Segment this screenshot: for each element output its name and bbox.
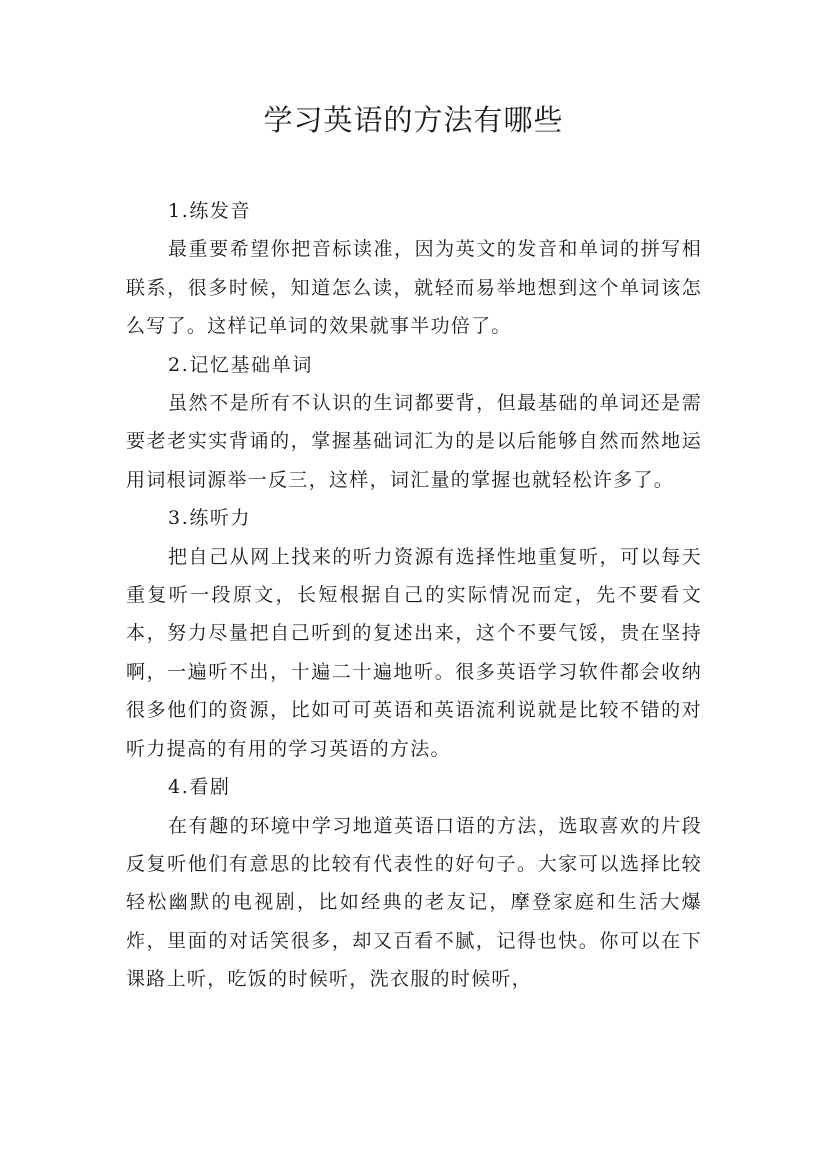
document-title: 学习英语的方法有哪些 [263, 103, 564, 137]
section-body-watching-shows: 在有趣的环境中学习地道英语口语的方法，选取喜欢的片段反复听他们有意思的比较有代表性的好句子。大家可以选择比较轻松幽默的电视剧，比如经典的老友记，摩登家庭和生活大爆炸，里面的对话笑很多，却又百看不腻，记得也快。你可以在下课路上听，吃饭的时候听，洗衣服的时候听， [126, 814, 702, 991]
section-body-listening: 把自己从网上找来的听力资源有选择性地重复听，可以每天重复听一段原文，长短根据自己的实际情况而定，先不要看文本，努力尽量把自己听到的复述出来，这个不要气馁，贵在坚持啊，一遍听不出，十遍二十遍地听。很多英语学习软件都会收纳很多他们的资源，比如可可英语和英语流利说就是比较不错的对听力提高的有用的学习英语的方法。 [126, 545, 702, 760]
section-heading-listening: 3.练听力 [168, 507, 252, 530]
section-heading-pronunciation: 1.练发音 [168, 200, 252, 222]
section-heading-vocabulary: 2.记忆基础单词 [168, 353, 313, 376]
section-body-pronunciation: 最重要希望你把音标读准，因为英文的发音和单词的拼写相联系，很多时候，知道怎么读，就轻而易举地想到这个单词该怎么写了。这样记单词的效果就事半功倍了。 [126, 238, 702, 338]
section-body-vocabulary: 虽然不是所有不认识的生词都要背，但最基础的单词还是需要老老实实背诵的，掌握基础词汇为的是以后能够自然而然地运用词根词源举一反三，这样，词汇量的掌握也就轻松许多了。 [126, 392, 702, 491]
document-body [126, 192, 702, 999]
section-heading-watching-shows: 4.看剧 [168, 776, 231, 799]
